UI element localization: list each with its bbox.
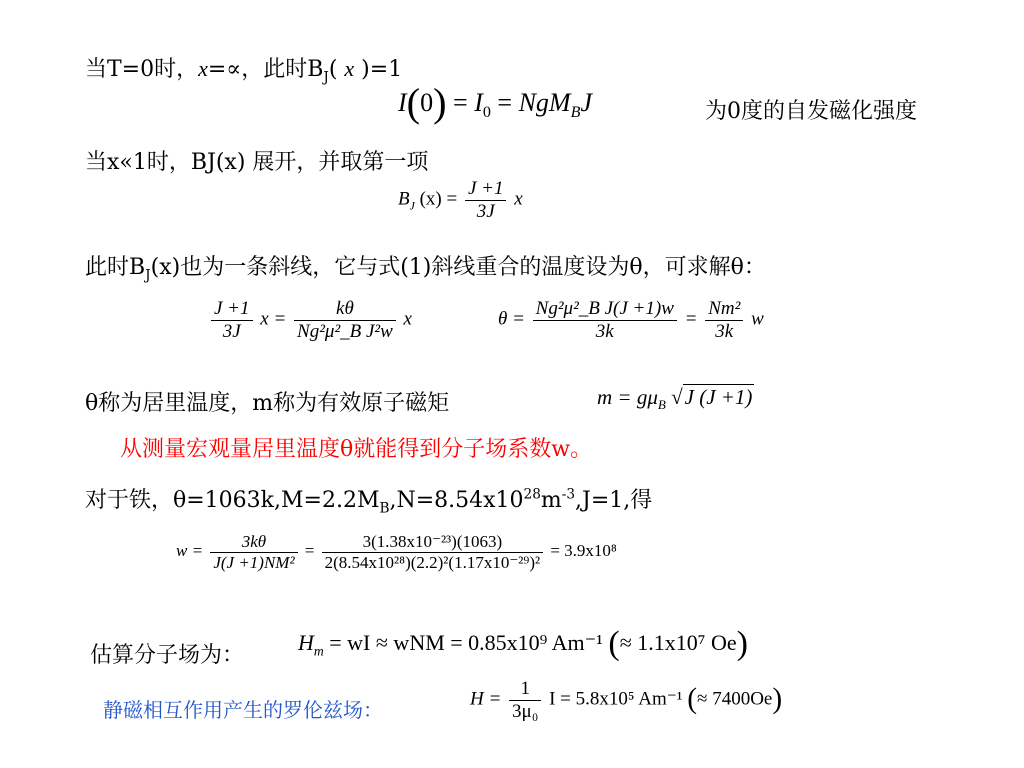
eq2-num: J +1 [465,178,507,201]
line-7-label: 估算分子场为： [90,643,245,668]
line-6-text-c: m [540,488,562,513]
eq3-f2-den: Ng²μ²_B J²w [297,320,393,342]
eq7-rhs: = wI ≈ wNM = 0.85x10⁹ Am⁻¹ [329,630,603,655]
eq7-h-sub: m [313,643,324,659]
line-6-text-a: 对于铁，θ=1063k,M=2.2M [85,488,380,513]
line-4: θ称为居里温度，m称为有效原子磁矩 [85,391,450,416]
eq1-rhs: NgM [518,88,571,117]
eq5-f2-num: 3(1.38x10⁻²³)(1063) [322,532,543,553]
eq1-arg: 0 [420,88,434,117]
equation-molecular-field: $H_m$ = wI ≈ wNM = 0.85x10⁹ Am⁻¹ (≈ 1.1x10⁷ Oe) [298,625,748,663]
line-1-text-c: ( [328,57,345,82]
eq5-fraction-1 [210,532,297,572]
eq2-den: 3J [476,200,495,222]
equation-theta [498,298,764,343]
eq1-note: 为0度的自发磁化强度 [705,99,917,124]
line-1-x: x [198,56,208,81]
eq4-w: w [751,308,764,330]
eq2-fraction [465,178,507,223]
eq4-fraction-1 [533,298,677,343]
equation-i0: $I(0) = I_0 = NgM_BJ$ [398,79,592,125]
equation-intersection [208,298,412,343]
eq1-i0: I [474,88,483,117]
eq5-result: = 3.9x10⁸ [550,540,617,560]
sqrt-sign: √ [671,385,683,409]
eq3-f1-den: 3J [222,320,241,342]
eq5-equals: = [304,540,315,560]
equation-effective-moment [597,384,754,413]
line-3 [85,250,766,284]
eq3-f2-num: kθ [294,298,396,321]
line-2: 当x«1时，BJ(x) 展开，并取第一项 [85,150,429,175]
equation-w-value [176,532,617,572]
line-8-label: 静磁相互作用产生的罗伦兹场： [103,698,383,722]
eq3-fraction-1 [211,298,253,343]
eq5-f2-den: 2(8.54x10²⁸)(2.2)²(1.17x10⁻²⁹)² [324,552,541,572]
eq-m-lhs: m = gμ [597,385,658,409]
line-6-text-b: ,N=8.54x10 [389,488,524,513]
eq4-fraction-2 [705,298,743,343]
line-1 [85,52,403,86]
line-6-sup1: 28 [523,486,541,503]
eq5-fraction-2 [322,532,543,572]
line-6-text-d: ,J=1,得 [575,488,653,513]
eq5-f1-den: J(J +1)NM² [213,552,295,572]
eq8-h: H = [470,688,502,710]
eq8-fraction [509,678,541,723]
equation-lorentz-field: H = $\frac{1}{\text{3μ₀}}$ I = 5.8x10⁵ Am⁻¹ (≈ 7400Oe) [470,678,783,722]
eq4-f1-num: Ng²μ²_B J(J +1)w [533,298,677,321]
line-3-sub: J [145,267,151,284]
eq1-rhs-sub: B [570,104,581,122]
eq2-b-sub: J [409,199,415,213]
eq2-x: x [514,188,523,210]
eq3-x2: x [403,308,412,330]
eq4-f2-num: Nm² [705,298,743,321]
eq4-f2-den: 3k [715,320,734,342]
eq4-equals: = [684,308,698,330]
eq8-num: 1 [509,678,541,701]
line-3-text-a: 此时B [85,255,146,280]
eq1-equals: = [453,88,468,117]
eq3-f1-num: J +1 [211,298,253,321]
eq-m-sub: B [657,397,666,413]
eq1-i: I [398,88,407,117]
eq5-f1-num: 3kθ [210,532,297,553]
eq8-den: 3μ₀ [512,700,539,722]
line-6-sub: B [379,500,390,517]
eq1-equals-2: = [497,88,513,117]
eq8-paren: ≈ 7400Oe [697,688,773,710]
line-1-text-a: 当T=0时， [85,57,199,82]
equation-bj-expansion [398,178,523,223]
line-6 [85,483,653,517]
line-3-text-b: (x)也为一条斜线，它与式(1)斜线重合的温度设为θ，可求解θ： [150,255,766,280]
line-1-text-d: )=1 [354,57,403,82]
eq1-i0-sub: 0 [482,104,491,122]
eq7-paren: ≈ 1.1x10⁷ Oe [619,630,737,655]
eq4-f1-den: 3k [595,320,614,342]
eq5-w: w = [176,540,204,560]
eq8-rhs: I = 5.8x10⁵ Am⁻¹ [549,688,683,710]
eq7-h: H [298,630,314,655]
eq4-theta: θ = [498,308,525,330]
eq2-b: B [398,188,410,210]
eq-m-root: J (J +1) [684,385,753,409]
line-1-sub-j: J [323,69,329,86]
line-6-sup2: -3 [561,486,576,503]
eq2-arg: (x) = [419,188,458,210]
eq1-j: J [580,88,592,117]
line-1-text-b: =∝，此时B [207,57,324,82]
eq3-fraction-2 [294,298,396,343]
line-1-x2: x [344,56,355,81]
eq3-x1: x = [260,308,287,330]
line-5-highlight: 从测量宏观量居里温度θ就能得到分子场系数w。 [120,437,593,462]
